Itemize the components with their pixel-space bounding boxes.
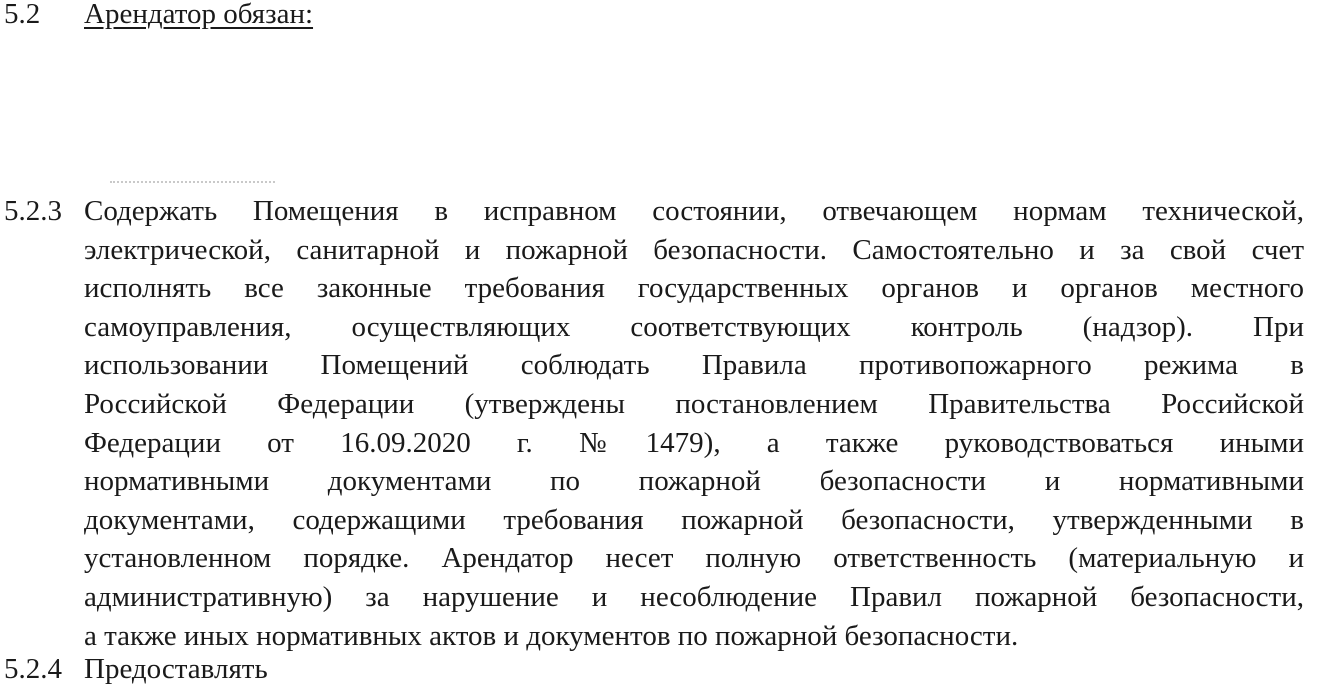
next-clause-number: 5.2.4 [4, 653, 62, 685]
clause-line: нормативными документами по пожарной безопасности и нормативными [84, 465, 1304, 498]
next-clause-text: Предоставлять [84, 653, 268, 685]
clause-line: административную) за нарушение и несоблюдение Правил пожарной безопасности, [84, 580, 1304, 613]
clause-line: Федерации от 16.09.2020 г. №1479), а также руководствоваться иными [84, 426, 1304, 459]
clause-text [84, 192, 1304, 655]
clause-line: электрической, санитарной и пожарной безопасности. Самостоятельно и за свой счет [84, 233, 1304, 266]
clause-number: 5.2.3 [4, 195, 62, 227]
scan-artifact [110, 181, 275, 187]
clause-line: Содержать Помещения в исправном состоянии, отвечающем нормам технической, [84, 195, 1304, 227]
clause-line: а также иных нормативных актов и документов по пожарной безопасности. [84, 619, 1019, 652]
clause-line: использовании Помещений соблюдать Правила противопожарного режима в [84, 349, 1304, 382]
clause-line: Российской Федерации (утверждены постановлением Правительства Российской [84, 387, 1304, 420]
clause-line: исполнять все законные требования государственных органов и органов местного [84, 272, 1304, 305]
clause-line: документами, содержащими требования пожарной безопасности, утвержденными в [84, 503, 1304, 536]
section-number: 5.2 [4, 0, 41, 30]
clause-line: установленном порядке. Арендатор несет полную ответственность (материальную и [84, 542, 1304, 575]
clause-line: самоуправления, осуществляющих соответствующих контроль (надзор). При [84, 310, 1304, 343]
section-title: Арендатор обязан: [84, 0, 314, 30]
